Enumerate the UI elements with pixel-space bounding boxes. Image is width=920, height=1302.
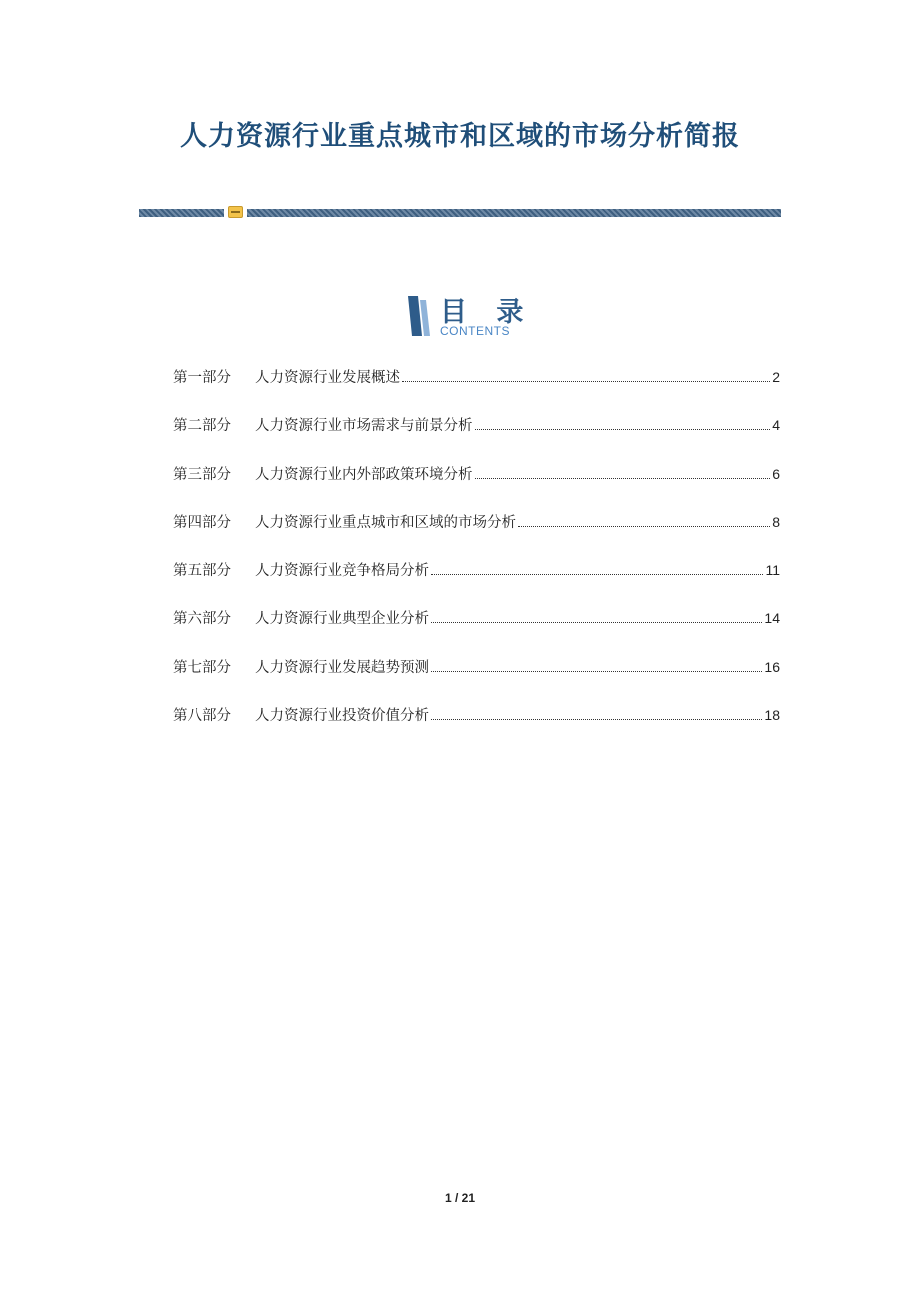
document-title: 人力资源行业重点城市和区域的市场分析简报 (180, 121, 740, 152)
toc-entry[interactable] (173, 511, 780, 535)
toc-heading: 目 录 (440, 297, 534, 328)
toc-entry-part: 第四部分 (173, 514, 231, 531)
toc-entry-title: 人力资源行业市场需求与前景分析 (255, 418, 473, 435)
toc-entry-leader (475, 429, 771, 430)
toc-entry-part: 第五部分 (173, 563, 231, 580)
toc-entry[interactable] (173, 366, 780, 390)
toc-entry-page: 2 (772, 369, 780, 385)
toc-entry-part: 第七部分 (173, 659, 231, 676)
toc-entry-title: 人力资源行业投资价值分析 (255, 708, 429, 725)
toc-entry-title: 人力资源行业竞争格局分析 (255, 563, 429, 580)
page-indicator: 1 / 21 (444, 1191, 476, 1205)
toc-entry[interactable] (173, 704, 780, 728)
toc-entry-title: 人力资源行业内外部政策环境分析 (255, 466, 473, 483)
toc-entry-leader (431, 622, 762, 623)
toc-entry-part: 第一部分 (173, 370, 231, 386)
toc-header (406, 292, 534, 340)
toc-entry-title: 人力资源行业典型企业分析 (255, 611, 429, 628)
toc-mark-icon (406, 296, 432, 336)
toc-entry-leader (475, 478, 771, 479)
toc-entry-leader (402, 381, 770, 382)
toc-entry-title: 人力资源行业发展概述 (255, 370, 400, 386)
toc-entry[interactable] (173, 656, 780, 680)
toc-entry[interactable] (173, 414, 780, 438)
divider-badge-icon (228, 206, 243, 218)
toc-entry[interactable] (173, 559, 780, 583)
toc-entry-page: 14 (764, 610, 780, 627)
toc-entry-page: 6 (772, 465, 780, 482)
toc-entry-leader (431, 574, 763, 575)
toc-entry-page: 16 (764, 658, 780, 675)
toc-entry-leader (518, 526, 770, 527)
toc-entry-title: 人力资源行业发展趋势预测 (255, 659, 429, 676)
toc-list (173, 366, 780, 752)
toc-entry-page: 18 (764, 707, 780, 724)
toc-entry-page: 11 (765, 562, 780, 579)
title-divider-right (247, 209, 781, 217)
toc-subheading: CONTENTS (440, 324, 510, 338)
toc-entry[interactable] (173, 463, 780, 487)
toc-entry-title: 人力资源行业重点城市和区域的市场分析 (255, 514, 516, 531)
toc-entry[interactable] (173, 607, 780, 631)
toc-entry-part: 第二部分 (173, 418, 231, 435)
toc-entry-page: 8 (772, 513, 780, 530)
toc-entry-leader (431, 671, 762, 672)
title-divider-left (139, 209, 224, 217)
toc-entry-part: 第八部分 (173, 708, 231, 725)
toc-entry-page: 4 (772, 417, 780, 434)
toc-entry-part: 第三部分 (173, 466, 231, 483)
toc-entry-part: 第六部分 (173, 611, 231, 628)
toc-entry-leader (431, 719, 762, 720)
